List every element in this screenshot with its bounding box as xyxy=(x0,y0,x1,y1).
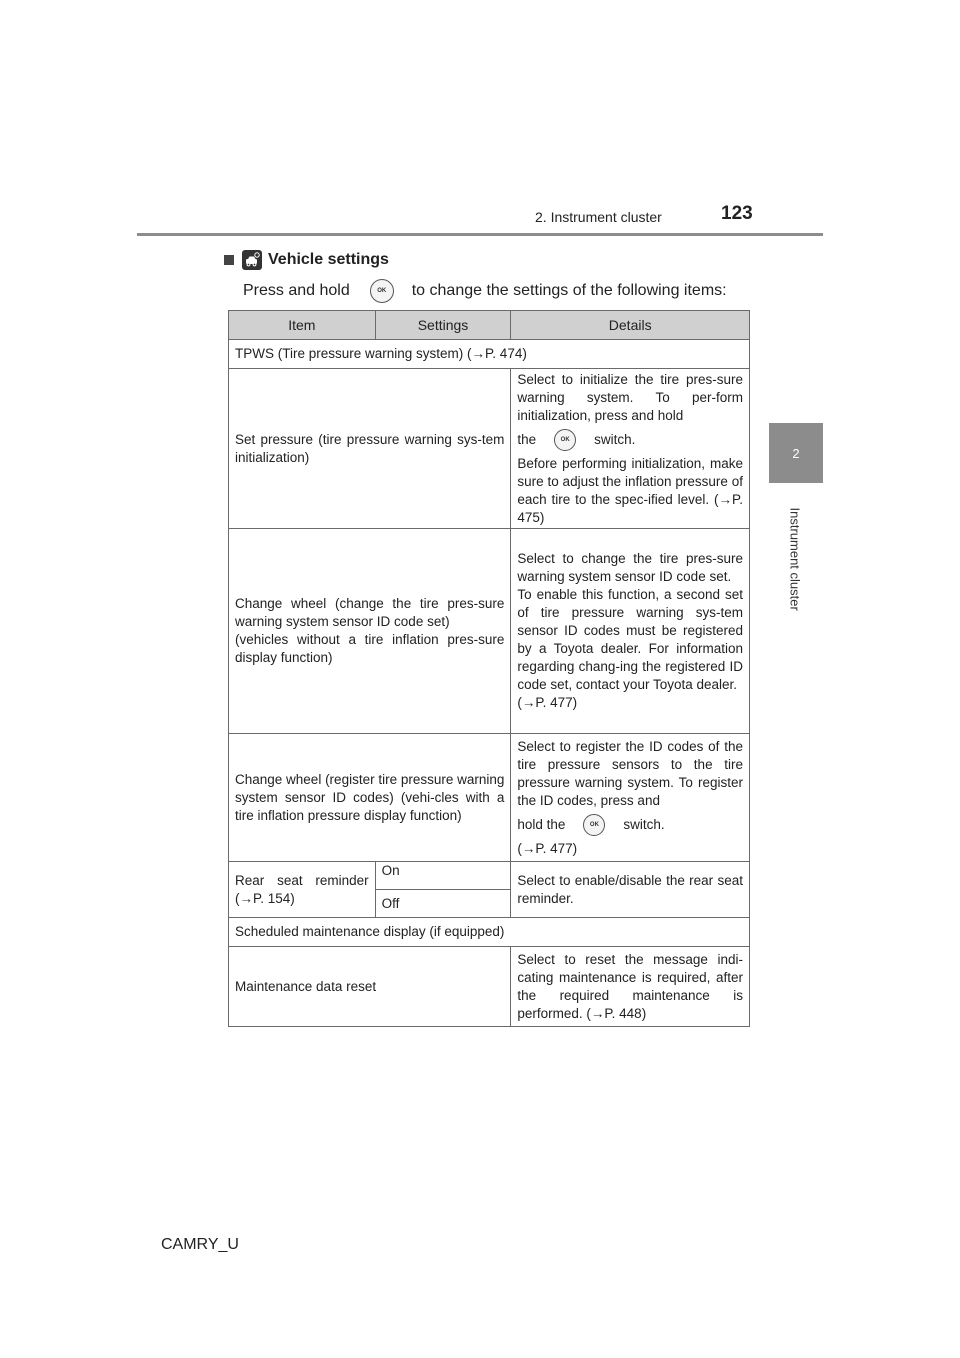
maintenance-reset-item: Maintenance data reset xyxy=(229,947,511,1027)
detail-switch-line xyxy=(517,810,743,840)
chapter-tab-label: Instrument cluster xyxy=(787,507,803,611)
intro-before: Press and hold xyxy=(243,282,350,299)
item-text: Change wheel (change the tire pres-sure warning system sensor ID code set) xyxy=(235,596,505,629)
change-wheel-register-item: Change wheel (register tire pressure warning system sensor ID codes) (vehi-cles with a tire inflation pressure display function) xyxy=(229,734,511,862)
detail-switch-line xyxy=(517,425,743,455)
change-wheel-change-item xyxy=(229,529,511,734)
detail-text: Before performing initialization, make sure to adjust the inflation pressure of each tire to the spec-ified level. (→P. 475) xyxy=(517,455,743,525)
detail-text: the xyxy=(517,431,537,447)
section-heading xyxy=(224,250,389,270)
detail-text: (→P. 477) xyxy=(517,840,578,856)
table-row xyxy=(229,862,750,890)
square-bullet-icon xyxy=(224,255,234,265)
column-header-details: Details xyxy=(511,311,750,340)
change-wheel-change-detail xyxy=(511,529,750,734)
maintenance-reset-detail: Select to reset the message indi-cating maintenance is required, after the required maintenance is performed. (→P. 448) xyxy=(511,947,750,1027)
detail-text: Select to initialize the tire pres-sure warning system. To per-form initialization, press and hold xyxy=(517,371,743,423)
intro-after: to change the settings of the following items: xyxy=(411,282,727,299)
rear-seat-detail: Select to enable/disable the rear seat reminder. xyxy=(511,862,750,918)
ok-switch-icon: OK xyxy=(554,429,576,451)
page-number: 123 xyxy=(721,203,753,224)
settings-table xyxy=(228,310,750,1027)
table-row xyxy=(229,529,750,734)
column-header-item: Item xyxy=(229,311,376,340)
rear-seat-item: Rear seat reminder (→P. 154) xyxy=(229,862,376,918)
table-row xyxy=(229,947,750,1027)
detail-text: switch. xyxy=(594,431,636,447)
set-pressure-item: Set pressure (tire pressure warning sys-tem initialization) xyxy=(229,369,511,529)
detail-text: switch. xyxy=(623,816,665,832)
detail-text: To enable this function, a second set of tire pressure warning sys-tem sensor ID codes must be registered by a Toyota dealer. For information regarding chang-ing the registered ID code set, contact your Toyota dealer. xyxy=(517,587,743,692)
model-code: CAMRY_U xyxy=(161,1236,239,1253)
vehicle-settings-icon xyxy=(242,250,262,270)
ok-switch-icon: OK xyxy=(583,814,605,836)
running-header-section: 2. Instrument cluster xyxy=(535,209,662,225)
set-pressure-detail xyxy=(511,369,750,529)
table-row xyxy=(229,340,750,369)
item-text: (vehicles without a tire inflation pres-sure display function) xyxy=(235,632,505,665)
table-row xyxy=(229,369,750,529)
table-row xyxy=(229,918,750,947)
table-row xyxy=(229,734,750,862)
detail-text: Select to change the tire pres-sure warning system sensor ID code set. xyxy=(517,551,743,584)
detail-text: (→P. 477) xyxy=(517,695,578,710)
section-title: Vehicle settings xyxy=(268,251,389,268)
detail-text: Select to register the ID codes of the tire pressure sensors to the tire pressure warning system. To register the ID codes, press and xyxy=(517,738,743,808)
tpws-group-heading: TPWS (Tire pressure warning system) (→P. 474) xyxy=(229,340,750,369)
change-wheel-register-detail xyxy=(511,734,750,862)
header-divider xyxy=(137,233,823,236)
detail-text: hold the xyxy=(517,816,566,832)
chapter-tab xyxy=(769,423,823,483)
column-header-settings: Settings xyxy=(375,311,511,340)
rear-seat-setting-off: Off xyxy=(375,890,511,918)
chapter-number: 2 xyxy=(792,445,800,461)
intro-text xyxy=(243,279,727,303)
maintenance-group-heading: Scheduled maintenance display (if equipped) xyxy=(229,918,750,947)
table-header-row xyxy=(229,311,750,340)
rear-seat-setting-on: On xyxy=(375,862,511,890)
ok-switch-icon: OK xyxy=(370,279,394,303)
